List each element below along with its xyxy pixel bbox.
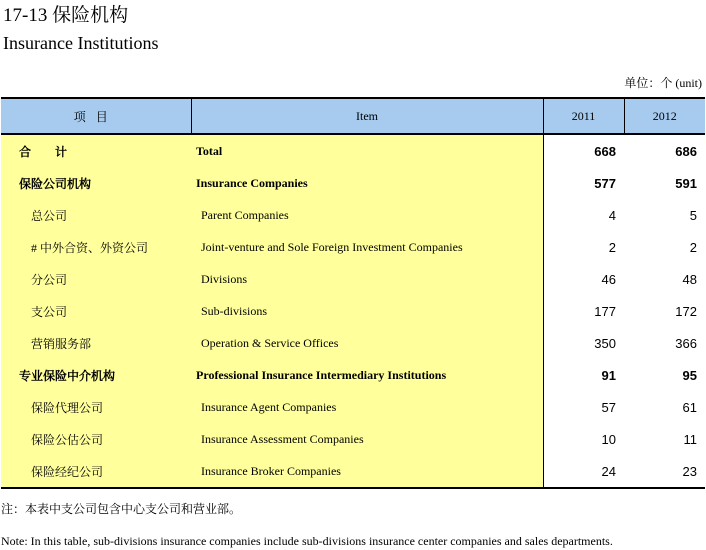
row-label-en: Joint-venture and Sole Foreign Investment Companies: [191, 231, 543, 263]
value-2011: 10: [543, 423, 624, 455]
value-2011: 24: [543, 455, 624, 488]
row-label-cn: 合 计: [1, 134, 191, 167]
table-row: [1, 359, 705, 391]
row-label-en: Insurance Broker Companies: [191, 455, 543, 488]
value-2012: 5: [689, 207, 697, 223]
footnote-en: Note: In this table, sub-divisions insurance companies include sub-divisions insurance center companies and sales departments.: [1, 534, 613, 548]
value-2011: 57: [543, 391, 624, 423]
value-2011: 577: [543, 167, 624, 199]
value-2012: 591: [675, 175, 697, 191]
row-label-cn: 总公司: [1, 199, 191, 231]
row-label-en: Insurance Agent Companies: [191, 391, 543, 423]
insurance-institutions-table: [1, 97, 705, 489]
value-2012: 48: [682, 271, 697, 287]
value-2011: 668: [543, 134, 624, 167]
value-2011: 46: [543, 263, 624, 295]
value-2012: 366: [675, 335, 697, 351]
value-2011: 2: [543, 231, 624, 263]
value-2012: 11: [683, 431, 697, 447]
value-2012: 2: [689, 239, 697, 255]
row-label-en: Insurance Companies: [191, 167, 543, 199]
column-header-2011: 2011: [543, 98, 624, 134]
table-row: [1, 199, 705, 231]
table-body: [1, 134, 705, 488]
row-label-cn: 专业保险中介机构: [1, 359, 191, 391]
row-label-cn: 保险代理公司: [1, 391, 191, 423]
unit-label: 单位：个 (unit): [624, 76, 702, 90]
row-label-en: Operation & Service Offices: [191, 327, 543, 359]
value-2011: 4: [543, 199, 624, 231]
table-row: [1, 423, 705, 455]
row-label-en: Professional Insurance Intermediary Institutions: [191, 359, 543, 391]
row-label-en: Total: [191, 134, 543, 167]
value-2011: 350: [543, 327, 624, 359]
row-label-cn: 分公司: [1, 263, 191, 295]
value-2012: 686: [675, 143, 697, 159]
value-2012: 172: [675, 303, 697, 319]
value-2012: 61: [682, 399, 697, 415]
table-row: [1, 295, 705, 327]
row-label-cn: 支公司: [1, 295, 191, 327]
row-label-cn: 保险公估公司: [1, 423, 191, 455]
table-row: [1, 134, 705, 167]
column-header-item-en: Item: [191, 98, 543, 134]
table-row: [1, 231, 705, 263]
row-label-cn: # 中外合资、外资公司: [1, 231, 191, 263]
value-2011: 177: [543, 295, 624, 327]
row-label-cn: 营销服务部: [1, 327, 191, 359]
column-header-item-cn: 项目: [1, 98, 191, 134]
column-header-2012: 2012: [624, 98, 705, 134]
row-label-en: Insurance Assessment Companies: [191, 423, 543, 455]
footnote-cn: 注：本表中支公司包含中心支公司和营业部。: [1, 502, 242, 516]
table-row: [1, 327, 705, 359]
table-row: [1, 455, 705, 488]
table-row: [1, 167, 705, 199]
row-label-en: Parent Companies: [191, 199, 543, 231]
table-row: [1, 391, 705, 423]
table-header-row: [1, 98, 705, 134]
row-label-en: Sub-divisions: [191, 295, 543, 327]
table-row: [1, 263, 705, 295]
page-title-cn: 17-13 保险机构: [3, 5, 129, 26]
row-label-cn: 保险公司机构: [1, 167, 191, 199]
row-label-cn: 保险经纪公司: [1, 455, 191, 488]
row-label-en: Divisions: [191, 263, 543, 295]
value-2012: 23: [624, 455, 705, 488]
value-2011: 91: [543, 359, 624, 391]
page-title-en: Insurance Institutions: [3, 33, 159, 53]
value-2012: 95: [682, 367, 697, 383]
